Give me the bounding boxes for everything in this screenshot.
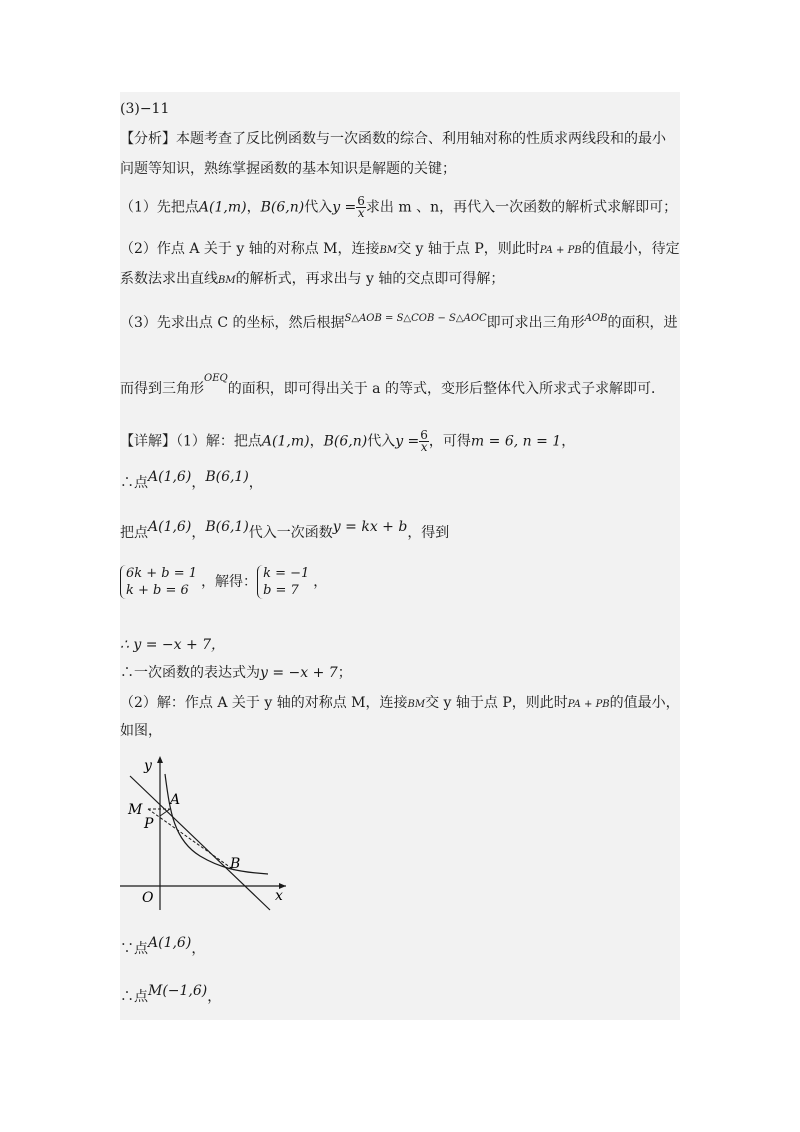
segment-bm: BM [218,275,236,286]
text: 而得到三角形 [120,381,204,397]
sum-expression: PA + PB [567,699,610,710]
detail-line-2 [120,469,680,492]
analysis-step-2 [120,240,680,260]
segment-bm: BM [379,245,398,256]
triangle-oeq: OEQ [204,373,228,384]
text: 代入 [304,199,333,216]
equation-system-2 [257,565,309,599]
fraction-numerator: 6 [420,428,428,442]
text: 求出 m 、n，再代入一次函数的解析式求解即可； [365,199,678,216]
detail-line-9 [120,935,680,958]
point-b: B(6,n) [323,433,368,450]
detail-line-7 [120,694,680,714]
analysis-step-3-cont [120,373,680,400]
detail-line-5 [120,636,680,654]
text: 【详解】（1）解：把点 [120,433,262,450]
document-page [120,92,680,1020]
text: 系数法求出直线 [120,271,218,287]
analysis-line-1 [120,130,680,148]
function-graph-figure [120,752,290,912]
text: 的解析式，再求出与 y 轴的交点即可得解； [235,271,505,287]
result-line: ∴ y = −x + 7， [120,637,226,653]
fraction-numerator: 6 [357,194,365,208]
text: ，可得 [428,433,471,450]
detail-line-3 [120,519,680,542]
point-a: A(1,6) [148,519,192,535]
detail-line-10 [120,983,680,1006]
text: ， [561,433,576,450]
detail-line-8 [120,722,680,740]
text: 代入一次函数 [248,525,333,541]
linear-function: y = kx + b [332,519,408,535]
text: 代入 [367,433,396,450]
label-x: x [275,888,283,904]
sum-expression: PA + PB [539,245,582,256]
text: ∴点 [120,475,148,491]
text: （3）先求出点 C 的坐标，然后根据 [120,315,345,331]
text: ， [191,525,206,541]
text: ， [246,199,261,216]
y-axis-arrow-icon [157,756,163,763]
label-m: M [128,802,143,818]
text: ，得到 [407,525,450,541]
detail-line-1 [120,430,680,453]
point-b: B(6,n) [260,199,305,216]
point-a: A(1,m) [198,199,247,216]
point-a: A(1,6) [148,935,192,951]
equation-system-1 [120,565,197,599]
text: 把点 [120,525,148,541]
text: ∴一次函数的表达式为 [120,665,260,681]
text: ， [313,574,328,590]
analysis-text: 问题等知识，熟练掌握函数的基本知识是解题的关键； [120,161,456,177]
text: 交 y 轴于点 P，则此时 [425,695,568,711]
text: 的值最小， [609,695,680,711]
point-a: A(1,m) [261,433,310,450]
segment-mb [148,809,234,870]
analysis-line-2 [120,160,680,178]
text: 交 y 轴于点 P，则此时 [397,241,540,257]
label-p: P [144,816,154,832]
equation: b = 7 [263,583,299,598]
answer-text: (3)−11 [120,101,170,117]
text: ∴点 [120,989,148,1005]
label-o: O [142,890,154,906]
equation: k + b = 6 [126,583,189,598]
fraction-denominator: x [357,206,365,220]
answer-line [120,100,680,118]
text: （2）作点 A 关于 y 轴的对称点 M，连接 [120,241,380,257]
linear-function: y = −x + 7 [260,665,338,681]
segment-bm: BM [407,699,426,710]
text: ，解得： [201,574,258,590]
text: 如图， [120,723,162,739]
point-b: B(6,1) [205,519,249,535]
triangle-aob: AOB [584,313,608,324]
analysis-text: 【分析】本题考查了反比例函数与一次函数的综合、利用轴对称的性质求两线段和的最小 [120,131,666,147]
analysis-step-2-cont [120,270,680,290]
point-b: B(6,1) [205,469,249,485]
text: 的面积，即可得出关于 a 的等式，变形后整体代入所求式子求解即可． [227,381,665,397]
label-b: B [230,856,241,872]
text: ∵点 [120,941,148,957]
text: ， [309,433,324,450]
text: 的面积，进 [607,315,678,331]
equation-system-line [120,564,680,600]
point-a: A(1,6) [148,469,192,485]
label-y: y [144,758,152,774]
area-equation: S△AOB = S△COB − S△AOC [344,313,487,324]
fraction-denominator: x [420,440,428,454]
fraction-6-over-x [419,430,429,453]
text: （2）解：作点 A 关于 y 轴的对称点 M，连接 [120,695,408,711]
detail-line-6 [120,664,680,682]
label-a: A [170,792,181,808]
analysis-step-3 [120,314,680,334]
text: 即可求出三角形 [486,315,585,331]
equation: 6k + b = 1 [126,566,198,581]
text: （1）先把点 [120,199,199,216]
text: ， [191,941,206,957]
analysis-step-1 [120,196,680,219]
text: 的值最小，待定 [581,241,680,257]
point-m: M(−1,6) [148,983,208,999]
text: ， [191,475,206,491]
equation: y = [332,199,357,216]
text: ， [207,989,222,1005]
equation: y = [395,433,420,450]
text: ， [248,475,263,491]
equation: k = −1 [263,566,310,581]
text: ； [337,665,352,681]
fraction-6-over-x [356,196,366,219]
result-mn: m = 6, n = 1 [470,433,562,450]
